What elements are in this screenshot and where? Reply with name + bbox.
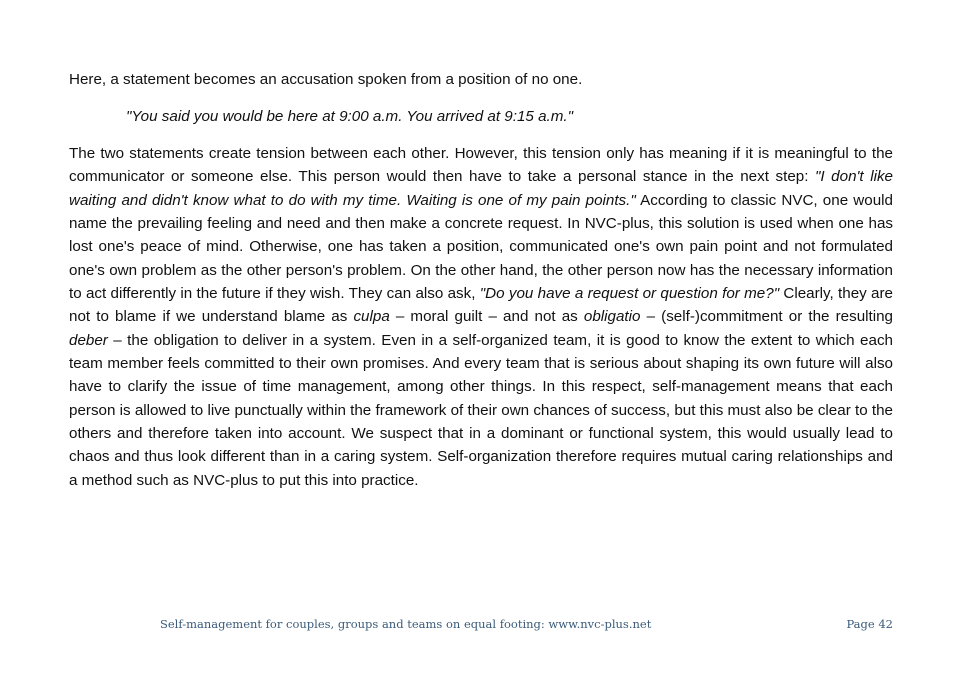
term-deber: deber [69,331,108,349]
body-segment: – moral guilt – and not as [389,308,584,326]
page-number: Page 42 [846,617,893,631]
pain-point-quote: "I don't like waiting and didn't know what to do with my time. Waiting is one of my pain points." [69,168,893,209]
request-question-quote: "Do you have a request or question for me?" [479,285,780,303]
term-culpa: culpa [353,308,390,326]
intro-paragraph: Here, a statement becomes an accusation spoken from a position of no one. [69,71,583,88]
body-segment: – (self-)commitment or the resulting [640,308,894,326]
body-segment: According to classic NVC, one would name the prevailing feeling and need and then make a concrete request. In NVC-plus, this solution is used when one has lost one's peace of mind. Otherwise, one has taken a position, communicated one's own pain point and not formulated one's own problem as the other person's problem. On the other hand, the other person now has the necessary information to act differently in the future if they wish. They can also ask, [69,191,893,303]
term-obligatio: obligatio [583,308,641,326]
body-segment: Clearly, they are not to blame if we understand blame as [69,285,894,326]
body-segment: The two statements create tension between each other. However, this tension only has meaning if it is meaningful to the communicator or someone else. This person would then have to take a personal stance in the next step: [69,145,893,186]
footer-title: Self-management for couples, groups and teams on equal footing: www.nvc-plus.net [160,617,652,631]
main-paragraph [69,142,893,492]
example-quote: "You said you would be here at 9:00 a.m. You arrived at 9:15 a.m." [126,108,573,125]
body-segment: – the obligation to deliver in a system. Even in a self-organized team, it is good to know the extent to which each team member feels committed to their own promises. And every team that is serious about shaping its own future will also have to clarify the issue of time management, among other things. In this respect, self-management means that each person is allowed to live punctually within the framework of their own chances of success, but this must also be clear to the others and therefore taken into account. We suspect that in a dominant or functional system, this would usually lead to chaos and thus look different than in a caring system. Self-organization therefore requires mutual caring relationships and a method such as NVC-plus to put this into practice. [69,331,893,489]
